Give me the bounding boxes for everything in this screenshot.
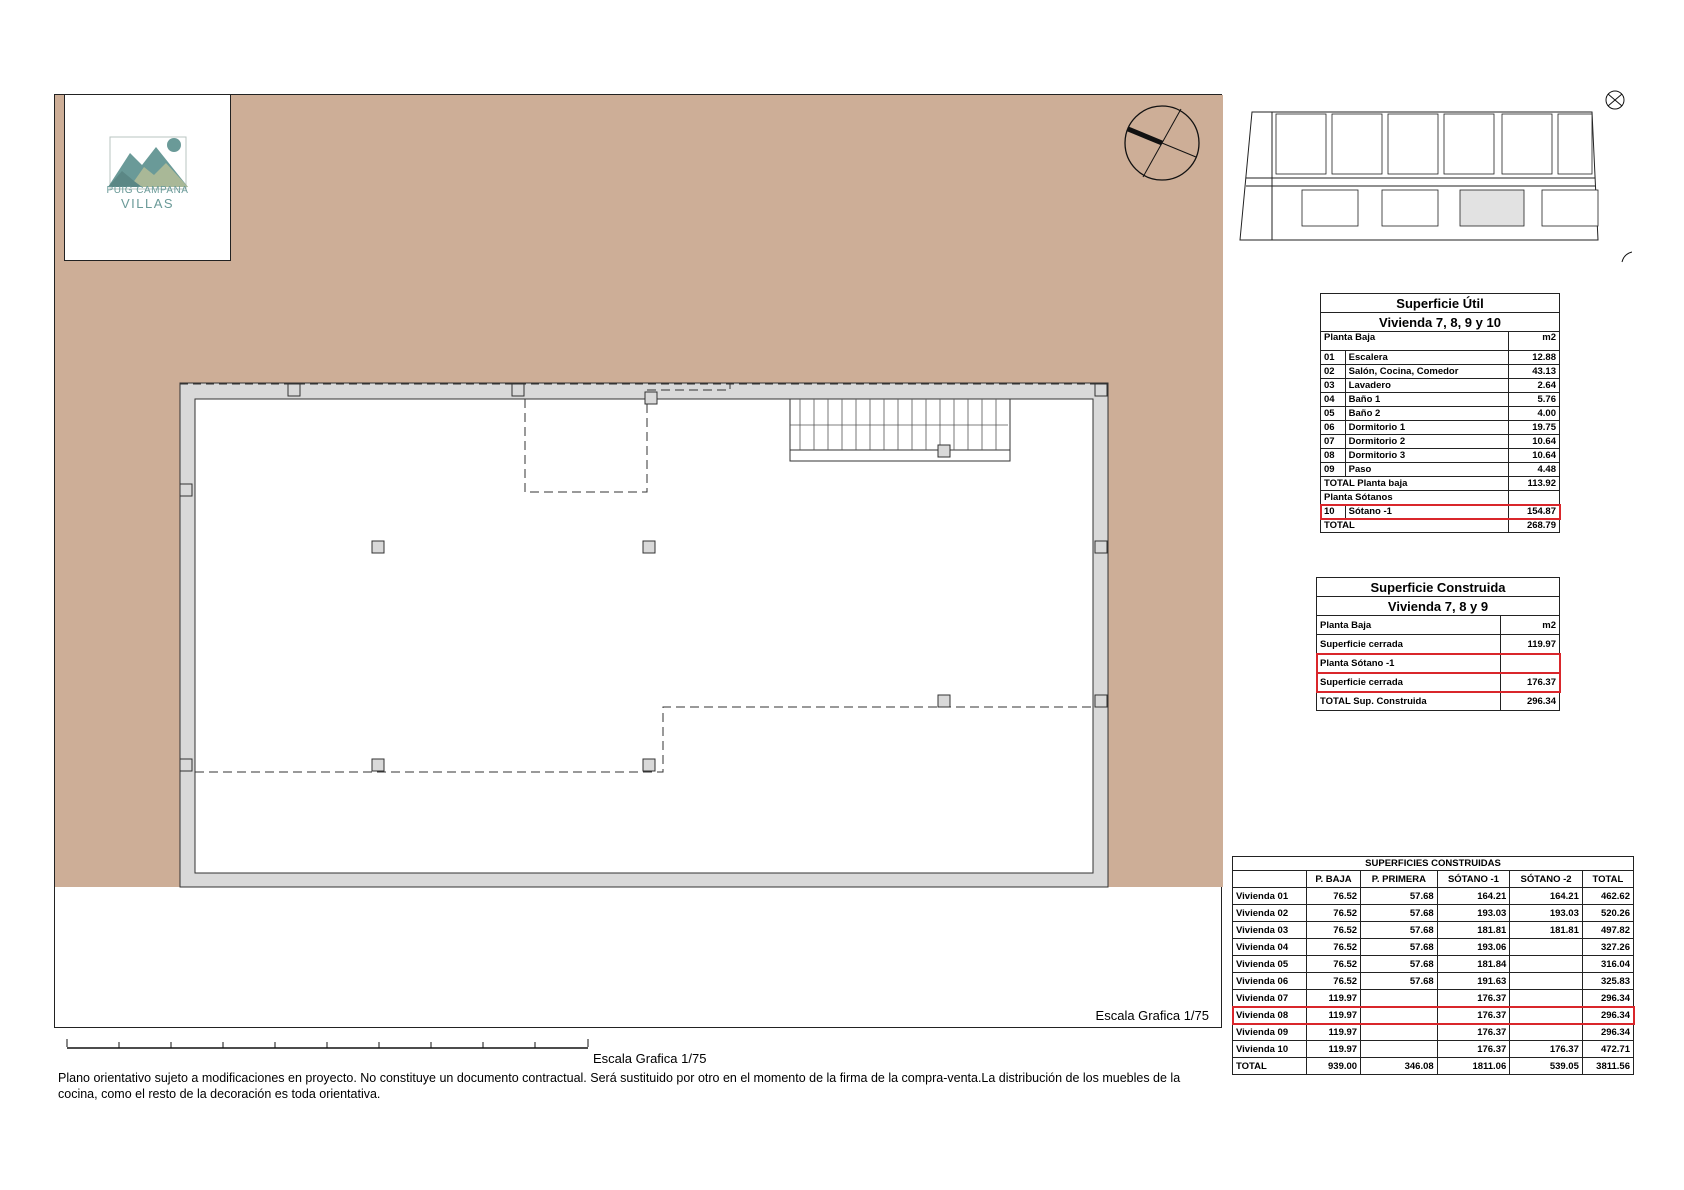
key-plan-site-map [1232,90,1632,265]
logo-line1: PUIG CAMPANA [106,185,189,196]
const-title: Superficie Construida [1317,578,1560,597]
table-row: TOTAL 939.00 346.08 1811.06 539.05 3811.56 [1233,1058,1634,1075]
graphic-scale-bar [66,1037,596,1051]
basement-interior [195,399,1093,873]
table-row: Vivienda 09 119.97 176.37 296.34 [1233,1024,1634,1041]
sc-header-row [1233,871,1634,888]
util-total-pb-label: TOTAL Planta baja [1321,477,1509,491]
util-row: 06 Dormitorio 1 19.75 [1321,421,1560,435]
table-row: Vivienda 08 119.97 176.37 296.34 [1233,1007,1634,1024]
util-row: 01 Escalera 12.88 [1321,351,1560,365]
sc-title: SUPERFICIES CONSTRUIDAS [1233,857,1634,871]
util-row: 02 Salón, Cocina, Comedor 43.13 [1321,365,1560,379]
table-row: Vivienda 10 119.97 176.37 176.37 472.71 [1233,1041,1634,1058]
disclaimer-text: Plano orientativo sujeto a modificaciones en proyecto. No constituye un documento contractual. Será sustituido por otro en el momento de la firma de la compra-venta.La distribución de los muebles de la cocina, como el resto de la decoración es toda orientativa. [58,1071,1181,1101]
util-row-sotano: 10 Sótano -1 154.87 [1321,505,1560,519]
sc-header-cell [1233,871,1307,888]
key-plan-upper-units [1276,114,1592,174]
table-row: Vivienda 01 76.52 57.68 164.21 164.21 462.62 [1233,888,1634,905]
sc-rows [1233,888,1634,1075]
table-row: Vivienda 05 76.52 57.68 181.84 316.04 [1233,956,1634,973]
table-row: Vivienda 03 76.52 57.68 181.81 181.81 497.82 [1233,922,1634,939]
superficie-construida-table [1316,577,1560,711]
util-row: 08 Dormitorio 3 10.64 [1321,449,1560,463]
util-total-pb: 113.92 [1509,477,1560,491]
sc-header-cell: P. BAJA [1306,871,1360,888]
table-row: Vivienda 06 76.52 57.68 191.63 325.83 [1233,973,1634,990]
scale-bar-label: Escala Grafica 1/75 [593,1051,707,1066]
util-total: 268.79 [1509,519,1560,533]
const-subtitle: Vivienda 7, 8 y 9 [1317,597,1560,616]
const-unit: m2 [1501,616,1560,635]
util-title: Superficie Útil [1321,294,1560,313]
util-row: 04 Baño 1 5.76 [1321,393,1560,407]
util-rows [1321,351,1560,477]
table-row: Vivienda 04 76.52 57.68 193.06 327.26 [1233,939,1634,956]
util-total-label: TOTAL [1321,519,1509,533]
util-row: 03 Lavadero 2.64 [1321,379,1560,393]
util-section-sotanos: Planta Sótanos [1321,491,1509,505]
const-total: 296.34 [1501,692,1560,711]
util-subtitle: Vivienda 7, 8, 9 y 10 [1321,313,1560,332]
const-row1: 119.97 [1501,635,1560,654]
util-section-planta-baja: Planta Baja [1321,332,1509,351]
util-row: 05 Baño 2 4.00 [1321,407,1560,421]
sc-header-cell: TOTAL [1582,871,1633,888]
plan-scale-label: Escala Grafica 1/75 [1095,1008,1209,1023]
util-row: 07 Dormitorio 2 10.64 [1321,435,1560,449]
const-total-label: TOTAL Sup. Construida [1317,692,1501,711]
const-section-planta-baja: Planta Baja [1317,616,1501,635]
superficie-util-table [1320,293,1560,533]
logo-line2: VILLAS [120,196,175,211]
const-row2-label: Superficie cerrada [1317,673,1501,692]
sc-header-cell: P. PRIMERA [1361,871,1438,888]
logo-box [64,94,231,261]
const-section-sotano: Planta Sótano -1 [1317,654,1501,673]
const-row1-label: Superficie cerrada [1317,635,1501,654]
table-row: Vivienda 02 76.52 57.68 193.03 193.03 520.26 [1233,905,1634,922]
util-row: 09 Paso 4.48 [1321,463,1560,477]
key-plan-lower-units [1302,190,1598,226]
staircase [790,399,1010,461]
sc-header-cell: SÓTANO -2 [1510,871,1583,888]
const-row2: 176.37 [1501,673,1560,692]
superficies-construidas-table [1232,856,1634,1075]
sc-header-cell: SÓTANO -1 [1437,871,1510,888]
key-plan-compass-icon [1606,91,1624,109]
util-unit: m2 [1509,332,1560,351]
table-row: Vivienda 07 119.97 176.37 296.34 [1233,990,1634,1007]
